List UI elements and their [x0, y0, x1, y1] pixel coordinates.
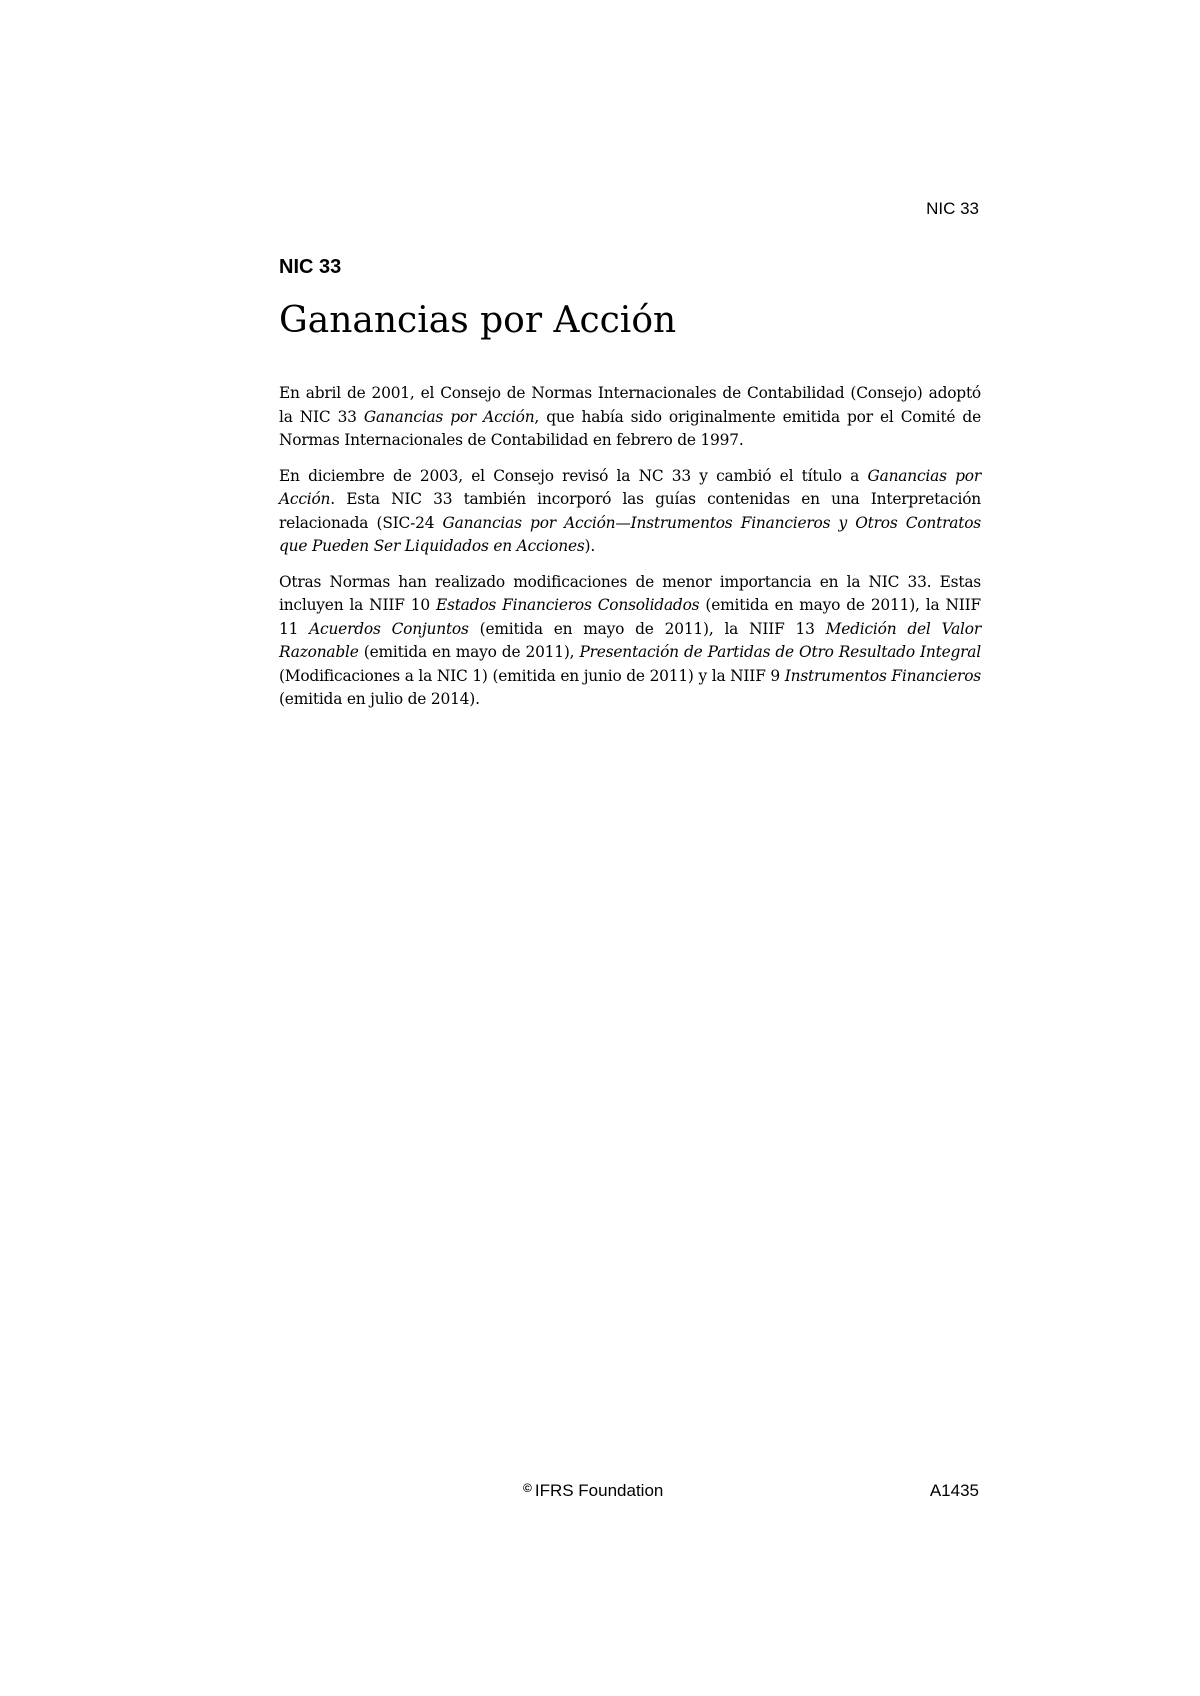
paragraph-amendments: Otras Normas han realizado modificaciones de menor importancia en la NIC 33. Estas incluyen la NIIF 10 Estados Financieros Consolidados (emitida en mayo de 2011), la NIIF 11 Acuerdos Conjuntos (emitida en mayo de 2011), la NIIF 13 Medición del Valor Razonable (emitida en mayo de 2011), Presentación de Partidas de Otro Resultado Integral (Modificaciones a la NIC 1) (emitida en junio de 2011) y la NIIF 9 Instrumentos Financieros (emitida en julio de 2014). [279, 572, 981, 708]
introduction-body [279, 382, 981, 724]
copyright-text: IFRS Foundation [534, 1481, 664, 1500]
page-title: Ganancias por Acción [279, 300, 677, 341]
running-header: NIC 33 [926, 199, 979, 218]
footer-copyright [523, 1481, 663, 1501]
paragraph-revision: En diciembre de 2003, el Consejo revisó la NC 33 y cambió el título a Ganancias por Acción. Esta NIC 33 también incorporó las guías contenidas en una Interpretación relacionada (SIC-24 Ganancias por Acción—Instrumentos Financieros y Otros Contratos que Pueden Ser Liquidados en Acciones). [279, 466, 981, 555]
standard-code: NIC 33 [279, 256, 342, 278]
page-number: A1435 [929, 1481, 979, 1500]
paragraph-adoption: En abril de 2001, el Consejo de Normas Internacionales de Contabilidad (Consejo) adoptó la NIC 33 Ganancias por Acción, que había sido originalmente emitida por el Comité de Normas Internacionales de Contabilidad en febrero de 1997. [279, 384, 981, 449]
copyright-icon: © [523, 1481, 532, 1495]
